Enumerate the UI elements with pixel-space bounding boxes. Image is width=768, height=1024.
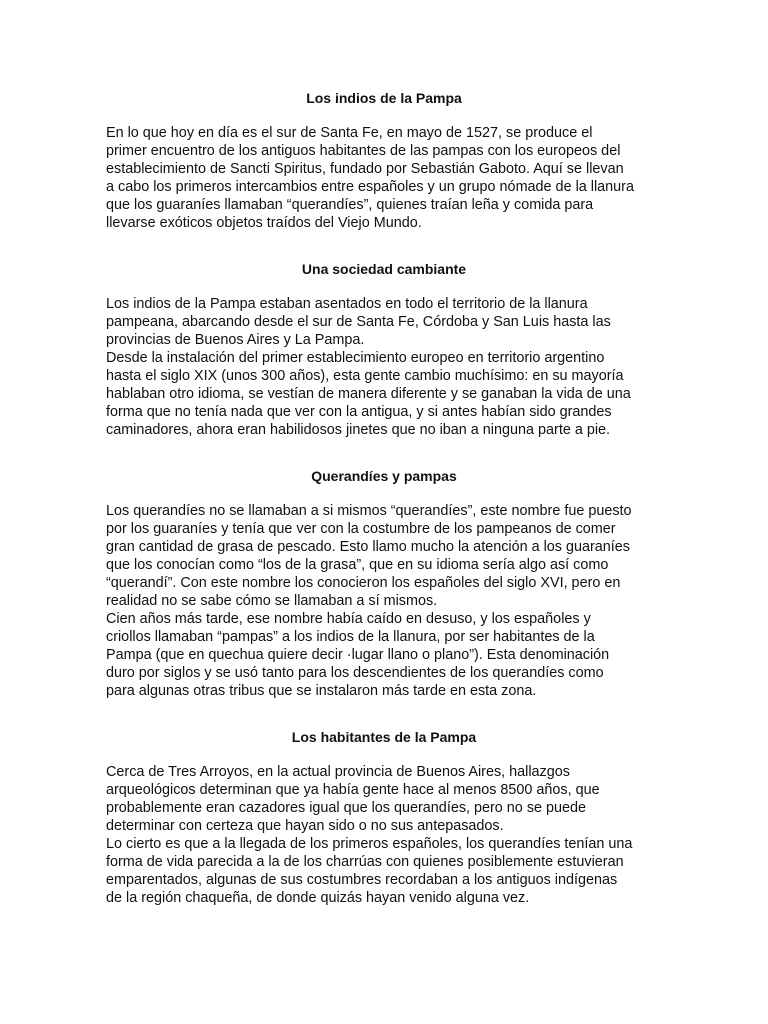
section-title: Una sociedad cambiante xyxy=(301,261,467,277)
paragraph: Cerca de Tres Arroyos, en la actual provincia de Buenos Aires, hallazgos arqueológicos determinan que ya había gente hace al menos 8500 años, que probablemente eran cazadores igual que los querandíes, pero no se puede determinar con certeza que hayan sido o no sus antepasados. xyxy=(106,764,600,834)
section-indios-pampa xyxy=(106,88,662,232)
paragraph: En lo que hoy en día es el sur de Santa Fe, en mayo de 1527, se produce el primer encuentro de los antiguos habitantes de las pampas con los europeos del establecimiento de Sancti Spiritus, fundado por Sebastián Gaboto. Aquí se llevan a cabo los primeros intercambios entre españoles y un grupo nómade de la llanura que los guaraníes llamaban “querandíes”, quienes traían leña y comida para llevarse exóticos objetos traídos del Viejo Mundo. xyxy=(106,125,634,231)
section-habitantes-pampa xyxy=(106,727,662,907)
section-sociedad-cambiante xyxy=(106,259,662,439)
document-page xyxy=(106,88,662,907)
section-title: Los habitantes de la Pampa xyxy=(291,729,477,745)
section-title: Querandíes y pampas xyxy=(311,468,457,484)
paragraph: Desde la instalación del primer establecimiento europeo en territorio argentino hasta el siglo XIX (unos 300 años), esta gente cambio muchísimo: en su mayoría hablaban otro idioma, se vestían de manera diferente y se ganaban la vida de una forma que no tenía nada que ver con la antigua, y si antes habían sido grandes caminadores, ahora eran habilidosos jinetes que no iban a ninguna parte a pie. xyxy=(106,350,631,438)
paragraph: Cien años más tarde, ese nombre había caído en desuso, y los españoles y criollos llamaban “pampas” a los indios de la llanura, por ser habitantes de la Pampa (que en quechua quiere decir ·lugar llano o plano”). Esta denominación duro por siglos y se usó tanto para los descendientes de los querandíes como para algunas otras tribus que se instalaron más tarde en esta zona. xyxy=(106,611,610,699)
paragraph: Lo cierto es que a la llegada de los primeros españoles, los querandíes tenían una forma de vida parecida a la de los charrúas con quienes posiblemente estuvieran emparentados, algunas de sus costumbres recordaban a los antiguos indígenas de la región chaqueña, de donde quizás hayan venido alguna vez. xyxy=(106,836,633,906)
section-querandies-pampas xyxy=(106,466,662,700)
paragraph: Los indios de la Pampa estaban asentados en todo el territorio de la llanura pampeana, abarcando desde el sur de Santa Fe, Córdoba y San Luis hasta las provincias de Buenos Aires y La Pampa. xyxy=(106,296,611,348)
paragraph: Los querandíes no se llamaban a si mismos “querandíes”, este nombre fue puesto por los guaraníes y tenía que ver con la costumbre de los pampeanos de comer gran cantidad de grasa de pescado. Esto llamo mucho la atención a los guaraníes que los conocían como “los de la grasa”, que en su idioma sería algo así como “querandí”. Con este nombre los conocieron los españoles del siglo XVI, pero en realidad no se sabe cómo se llamaban a sí mismos. xyxy=(106,503,632,609)
section-title: Los indios de la Pampa xyxy=(306,90,462,106)
